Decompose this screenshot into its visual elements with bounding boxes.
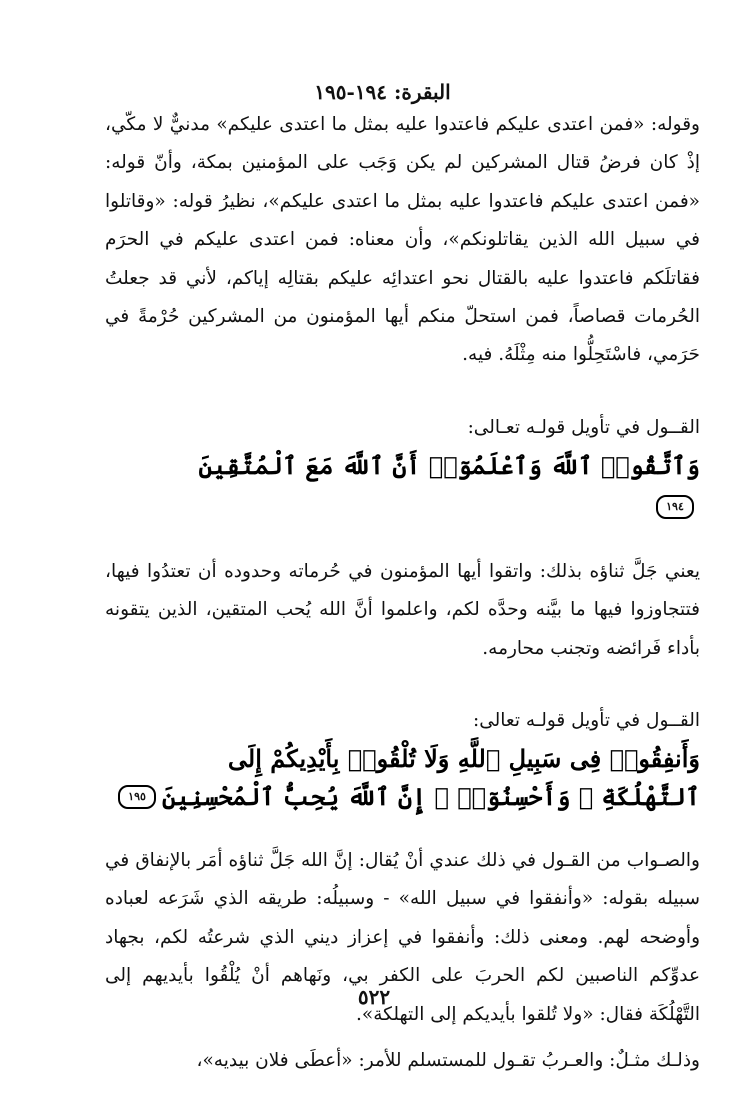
paragraph-1: وقوله: «فمن اعتدى عليكم فاعتدوا عليه بمثل ما اعتدى عليكم» مدنيٌّ لا مكّي، إذْ كان فرضُ قتال المشركين لم يكن وَجَب على المؤمنين بمكة، وأنّ قوله: «فمن اعتدى عليكم فاعتدوا عليه بمثل ما اعتدى عليكم»، نظيرُ قوله: «وقاتلوا في سبيل الله الذين يقاتلونكم»، وأن معناه: فمن اعتدى عليكم في الحرَم فقاتلَكم فاعتدوا عليه بالقتال نحو اعتدائِه عليكم بقتالِه إياكم، لأني قد جعلتُ الحُرمات قصاصاً، فمن استحلّ منكم أيها المؤمنون من المشركين حُرْمةً في حَرَمي، فاسْتَحِلُّوا منه مِثْلَهُ. فيه. xyxy=(105,114,700,366)
spacer xyxy=(105,668,700,702)
spacer xyxy=(105,375,700,409)
ayah-number-marker: ١٩٥ xyxy=(118,785,156,809)
spacer xyxy=(105,816,700,842)
quran-verse-text: وَٱتَّقُوا۟ ٱللَّهَ وَٱعْلَمُوٓا۟ أَنَّ ٱللَّهَ مَعَ ٱلْمُتَّقِينَ xyxy=(198,450,700,480)
ayah-row xyxy=(105,487,700,527)
paragraph-4: وذلـك مثـلٌ: والعـربُ تقـول للمستسلم للأمر: «أعطَى فلان بيديه»، xyxy=(196,1050,700,1072)
spacer xyxy=(105,527,700,553)
page-number: ٥٢٢ xyxy=(357,985,391,1009)
spacer xyxy=(105,1034,700,1042)
paragraph-2: يعني جَلَّ ثناؤه بذلك: واتقوا أيها المؤمنون في حُرماته وحدوده أن تعتدُوا فيها، فتتجاوزوا فيها ما بيَّنه وحدَّه لكم، واعلموا أنَّ الله يُحب المتقين، الذين يتقونه بأداء فَرائضه وتجنب محارمه. xyxy=(105,560,700,659)
heading-lead-text: القــول في تأويل قولـه تعـالى: xyxy=(467,416,700,438)
heading-lead-text: القــول في تأويل قولـه تعالى: xyxy=(472,710,700,732)
verse-heading-1 xyxy=(105,409,700,485)
quran-verse-text: وَأَنفِقُوا۟ فِى سَبِيلِ ٱللَّهِ وَلَا تُلْقُوا۟ بِأَيْدِيكُمْ إِلَى xyxy=(227,744,700,774)
page-header: البقرة: ١٩٤-١٩٥ xyxy=(314,80,451,104)
book-page xyxy=(105,80,700,1081)
verse-heading-2 xyxy=(105,702,700,778)
ayah-number-marker: ١٩٤ xyxy=(656,495,694,519)
verse-heading-2-continued xyxy=(105,778,700,816)
paragraph-3: والصـواب من القـول في ذلك عندي أنْ يُقال: إنَّ الله جَلَّ ثناؤه أمَر بالإنفاق في سبيله بقوله: «وأنفقوا في سبيل الله» - وسبيلُه: طريقه الذي شَرَعه لعباده وأوضحه لهم. ومعنى ذلك: وأنفقوا في إعزاز ديني الذي شرعتُه لكم، بجهاد عدوِّكم الناصبين لكم الحربَ على الكفر بي، ونَهاهم أنْ يُلْقُوا بأيديهم إلى التَّهْلُكَة فقال: «ولا تُلقوا بأيديكم إلى التهلكة». xyxy=(105,850,700,1025)
quran-verse-text: ٱلتَّهْلُكَةِ ۛ وَأَحْسِنُوٓا۟ ۛ إِنَّ ٱللَّهَ يُحِبُّ ٱلْمُحْسِنِينَ xyxy=(162,782,700,812)
